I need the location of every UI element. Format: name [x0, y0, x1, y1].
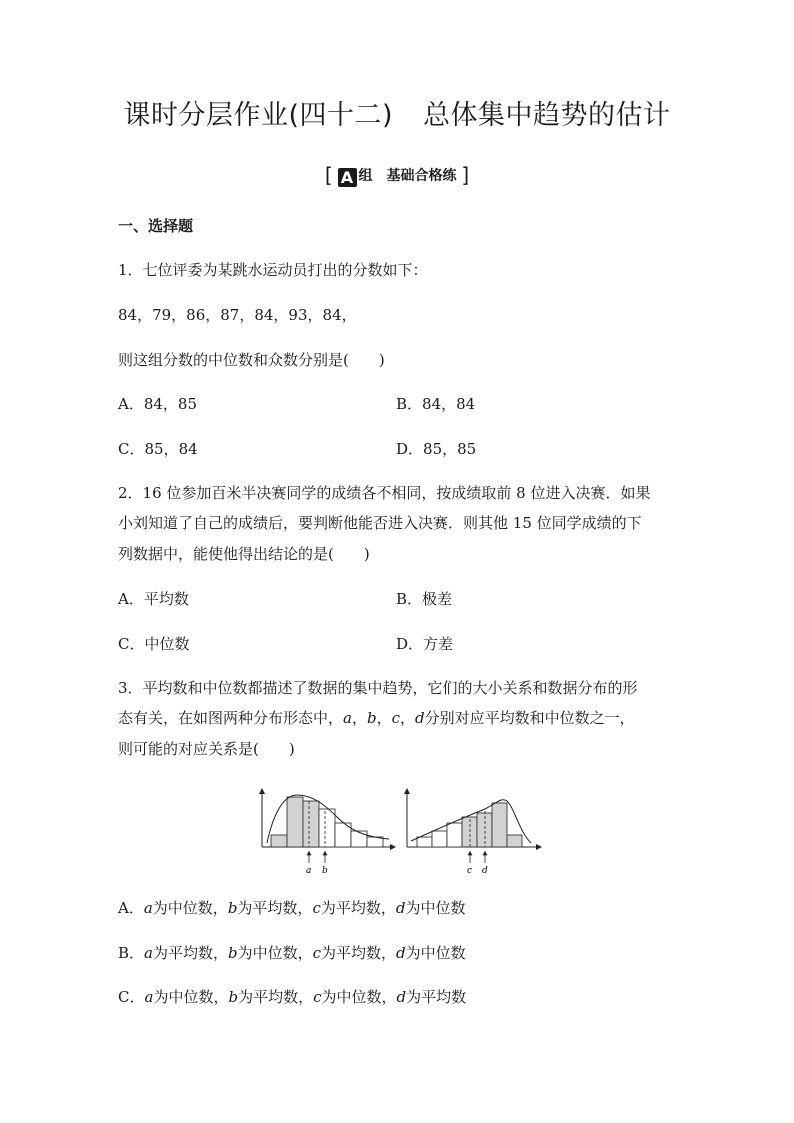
q3-line-3: 则可能的对应关系是( ) — [118, 740, 295, 758]
title-main: 课时分层作业(四十二) — [123, 100, 394, 131]
q1-option-b[interactable]: B．84，84 — [396, 395, 476, 413]
q3-option-a[interactable]: A．a为中位数，b为平均数，c为平均数，d为中位数 — [118, 899, 466, 917]
label-a: a — [306, 866, 312, 876]
q2-option-d[interactable]: D．方差 — [396, 635, 454, 653]
q1-option-d[interactable]: D．85，85 — [396, 440, 477, 458]
q1-scores: 84，79，86，87，84，93，84， — [118, 306, 357, 324]
group-label: 组 基础合格练 — [358, 168, 457, 184]
label-c: c — [467, 866, 473, 876]
bracket-close: ] — [461, 163, 470, 187]
left-skewed-chart — [262, 791, 393, 876]
q2-option-b[interactable]: B．极差 — [396, 590, 453, 608]
q1-stem: 1．七位评委为某跳水运动员打出的分数如下： — [118, 261, 428, 279]
distribution-figure — [255, 785, 545, 877]
group-badge: A — [338, 168, 357, 187]
q3-option-c[interactable]: C．a为中位数，b为平均数，c为中位数，d为平均数 — [118, 988, 467, 1006]
bracket-open: [ — [324, 163, 333, 187]
q3-line-1: 3．平均数和中位数都描述了数据的集中趋势，它们的大小关系和数据分布的形 — [118, 679, 638, 697]
title-sub: 总体集中趋势的估计 — [423, 100, 671, 131]
q3-line-2: 态有关，在如图两种分布形态中，a，b，c，d分别对应平均数和中位数之一， — [118, 709, 635, 727]
q1-ask: 则这组分数的中位数和众数分别是( ) — [118, 351, 385, 369]
label-d: d — [482, 866, 488, 876]
q2-line-3: 列数据中，能使他得出结论的是( ) — [118, 545, 370, 563]
page-title — [0, 93, 794, 132]
q1-option-c[interactable]: C．85，84 — [118, 440, 198, 458]
q2-option-c[interactable]: C．中位数 — [118, 635, 190, 653]
section-heading: 一、选择题 — [118, 217, 194, 235]
q2-option-a[interactable]: A．平均数 — [118, 590, 189, 608]
group-heading — [0, 163, 794, 187]
q1-option-a[interactable]: A．84，85 — [118, 395, 198, 413]
q3-option-b[interactable]: B．a为平均数，b为中位数，c为平均数，d为中位数 — [118, 944, 466, 962]
label-b: b — [322, 866, 328, 876]
right-skewed-chart — [407, 791, 539, 876]
q2-line-1: 2．16 位参加百米半决赛同学的成绩各不相同，按成绩取前 8 位进入决赛．如果 — [118, 484, 651, 502]
q2-line-2: 小刘知道了自己的成绩后，要判断他能否进入决赛．则其他 15 位同学成绩的下 — [118, 514, 642, 532]
